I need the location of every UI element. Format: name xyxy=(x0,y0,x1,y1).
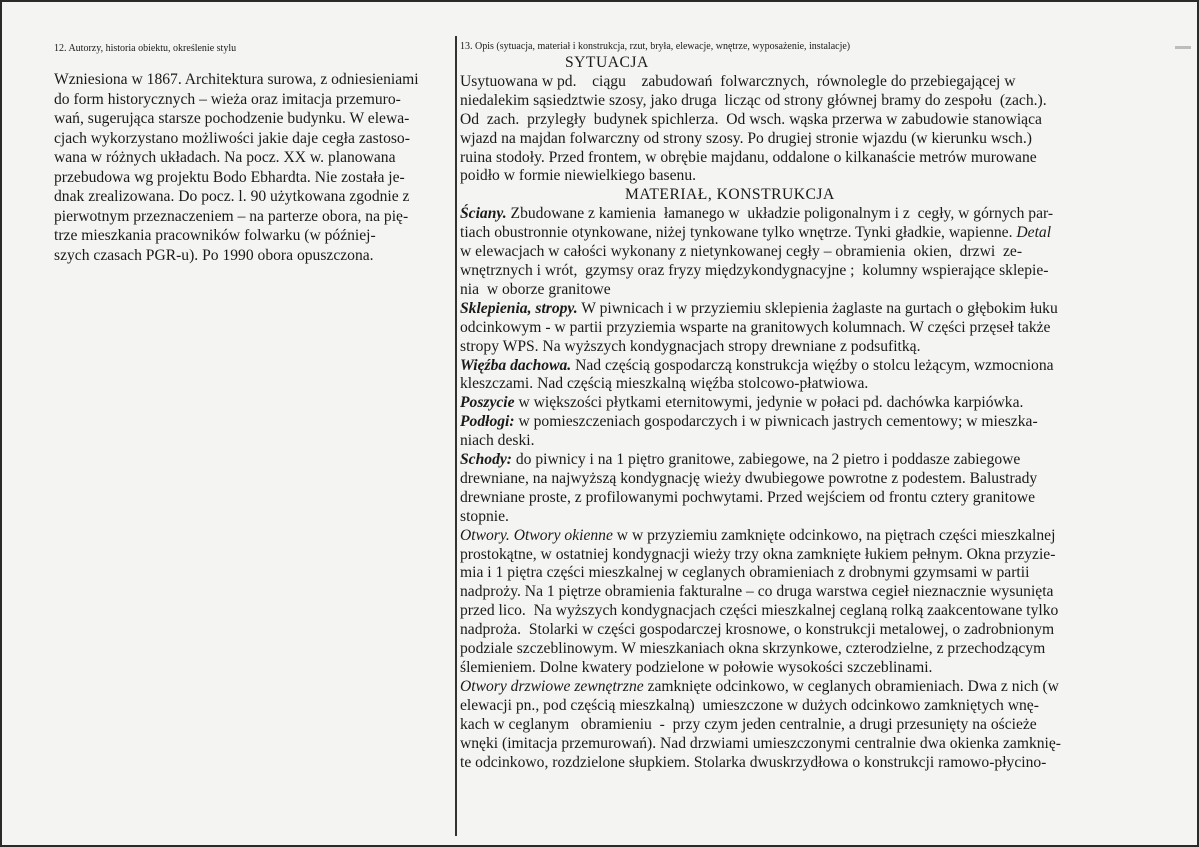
text-line: prostokątne, w ostatniej kondygnacji wieży trzy okna zamknięte łukiem pełnym. Okna przyzie- xyxy=(460,545,1056,563)
poszycie-label: Poszycie xyxy=(460,394,515,412)
text-run: do piwnicy i na 1 piętro granitowe, zabiegowe, na 2 pietro i poddasze zabiegowe xyxy=(511,451,1021,469)
text-run: zamknięte odcinkowo, w ceglanych obramieniach. Dwa z nich (w xyxy=(643,677,1059,695)
sklepienia-label: Sklepienia, stropy. xyxy=(460,299,578,317)
text-line: dnak zrealizowana. Do pocz. l. 90 użytkowana zgodnie z xyxy=(54,188,410,205)
text-line: wjazd na majdan folwarczny od strony szosy. Po drugiej stronie wjazdu (w kierunku wsch.) xyxy=(460,129,1032,147)
section-13-body xyxy=(460,54,1180,772)
material-title: MATERIAŁ, KONSTRUKCJA xyxy=(625,186,835,204)
text-line: stropy WPS. Na wyższych kondygnacjach stropy drewniane z podsufitką. xyxy=(460,337,921,355)
text-line: niach deski. xyxy=(460,432,535,450)
text-line: w elewacjach w całości wykonany z nietynkowanej cegły – obramienia okien, drzwi ze- xyxy=(460,243,1023,261)
text-line: te odcinkowo, rozdzielone słupkiem. Stolarka dwuskrzydłowa o konstrukcji ramowo-płycino- xyxy=(460,753,1047,771)
text-line: nadproża. Stolarki w części gospodarczej krosnowe, o konstrukcji metalowej, o zadrobnionym xyxy=(460,621,1055,639)
text-run: w w przyziemiu zamknięte odcinkowo, na piętrach części mieszkalnej xyxy=(612,526,1056,544)
text-line: drewniane proste, z profilowanymi pochwytami. Przed wejściem od frontu cztery granitowe xyxy=(460,488,1036,506)
text-line: wnętrznych i wrót, gzymsy oraz fryzy międzykondygnacyjne ; kolumny wspierające sklepie- xyxy=(460,261,1049,279)
text-run: w większości płytkami eternitowymi, jedynie w połaci pd. dachówka karpiówka. xyxy=(514,394,1024,412)
text-line: kleszczami. Nad częścią mieszkalną więźba stolcowo-płatwiowa. xyxy=(460,375,869,393)
otwory-label: Otwory. xyxy=(460,526,510,544)
text-line: wana w różnych układach. Na pocz. XX w. planowana xyxy=(54,149,396,166)
text-run: Zbudowane z kamienia łamanego w układzie poligonalnym i z cegły, w górnych par- xyxy=(506,205,1054,223)
text-line: nadproży. Na 1 piętrze obramienia fakturalne – co druga warstwa cegieł nieznacznie wysunięta xyxy=(460,583,1054,601)
text-line: ślemieniem. Dolne kwatery podzielone w połowie wysokości szczeblinami. xyxy=(460,659,933,676)
text-line: szych czasach PGR-u). Po 1990 obora opuszczona. xyxy=(54,246,374,264)
otwory-okienne-label: Otwory okienne xyxy=(513,526,613,544)
schody-label: Schody: xyxy=(460,451,512,469)
text-line: cjach wykorzystano możliwości jakie daje cegła zastoso- xyxy=(54,129,410,147)
podlogi-label: Podłogi: xyxy=(460,413,515,431)
text-line: do form historycznych – wieża oraz imitacja przemuro- xyxy=(54,90,401,108)
text-line xyxy=(460,678,1180,697)
text-line: drewniane, na najwyższą kondygnację wieży dwubiegowe powrotne z podestem. Balustrady xyxy=(460,469,1038,487)
text-line xyxy=(460,357,1180,376)
text-line: pierwotnym przeznaczeniem – na parterze obora, na pię- xyxy=(54,207,409,225)
text-line: przed lico. Na wyższych kondygnacjach części mieszkalnej ceglaną rolką zaakcentowane tylko xyxy=(460,602,1059,620)
detal-label: Detal xyxy=(1016,224,1052,242)
text-run: Nad częścią gospodarczą konstrukcja więźby o stolcu leżącym, wzmocniona xyxy=(571,356,1054,374)
text-line: nia w oborze granitowe xyxy=(460,280,611,298)
text-line xyxy=(460,451,1180,470)
text-line: niedalekim sąsiedztwie szosy, jako druga licząc od strony głównej bramy do zespołu (zach.). xyxy=(460,91,1047,109)
text-line: poidło w formie niewielkiego basenu. xyxy=(460,167,697,185)
text-line: elewacji pn., pod częścią mieszkalną) umieszczone w dużych odcinkowo zamkniętych wnę- xyxy=(460,696,1039,714)
text-run: W piwnicach i w przyziemiu sklepienia żaglaste na gurtach o głębokim łuku xyxy=(577,299,1058,317)
text-line: wań, sugerująca starsze pochodzenie budynku. W elewa- xyxy=(54,110,410,127)
text-line xyxy=(460,205,1180,224)
text-line: odcinkowym - w partii przyziemia wsparte na granitowych kolumnach. W części przęseł także xyxy=(460,318,1051,336)
text-line: ruina stodoły. Przed frontem, w obrębie majdanu, oddalone o kilkanaście metrów murowane xyxy=(460,148,1037,166)
text-line xyxy=(460,300,1180,319)
sciany-label: Ściany. xyxy=(460,205,507,223)
text-line: kach w ceglanym obramieniu - przy czym jeden centralnie, a drugi przesunięty na ościeże xyxy=(460,715,1037,733)
sytuacja-title: SYTUACJA xyxy=(565,54,649,71)
text-run: w pomieszczeniach gospodarczych i w piwnicach jastrych cementowy; w mieszka- xyxy=(514,413,1038,431)
text-line xyxy=(460,224,1180,243)
column-divider xyxy=(455,36,457,836)
wiezba-label: Więźba dachowa. xyxy=(460,356,572,374)
section-12-history xyxy=(54,42,444,265)
text-line xyxy=(460,527,1180,546)
text-line: Wzniesiona w 1867. Architektura surowa, z odniesieniami xyxy=(54,71,419,88)
text-line: wnęki (imitacja przemurowań). Nad drzwiami umieszczonymi centralnie dwa okienka zamknię- xyxy=(460,734,1061,752)
text-line xyxy=(460,394,1180,413)
text-line: mia i 1 piętra części mieszkalnej w ceglanych obramieniach z drobnymi gzymsami w partii xyxy=(460,564,1030,582)
text-line: Usytuowana w pd. ciągu zabudowań folwarcznych, równolegle do przebiegającej w xyxy=(460,72,1016,90)
text-line: trze mieszkania pracowników folwarku (w później- xyxy=(54,227,376,244)
section-13-heading: 13. Opis (sytuacja, materiał i konstrukcja, rzut, bryła, elewacje, wnętrze, wyposażenie, instalacje) xyxy=(460,41,851,52)
text-line: podziale szczeblinowym. W mieszkaniach okna skrzynkowe, czterodzielne, z przechodzącym xyxy=(460,640,1046,658)
section-12-body xyxy=(54,70,444,265)
text-line: Od zach. przyległy budynek spichlerza. Od wsch. wąska przerwa w zabudowie stanowiąca xyxy=(460,110,1042,128)
text-line: stopnie. xyxy=(460,507,509,525)
text-line: przebudowa wg projektu Bodo Ebhardta. Nie została je- xyxy=(54,168,405,186)
section-13-description xyxy=(460,40,1180,772)
text-run: tiach obustronnie otynkowane, niżej tynkowane tylko wnętrze. Tynki gładkie, wapienne. xyxy=(460,224,1017,242)
text-line xyxy=(460,413,1180,432)
section-12-heading: 12. Autorzy, historia obiektu, określenie stylu xyxy=(54,43,237,54)
drzwiowe-label: Otwory drzwiowe zewnętrzne xyxy=(460,677,644,695)
